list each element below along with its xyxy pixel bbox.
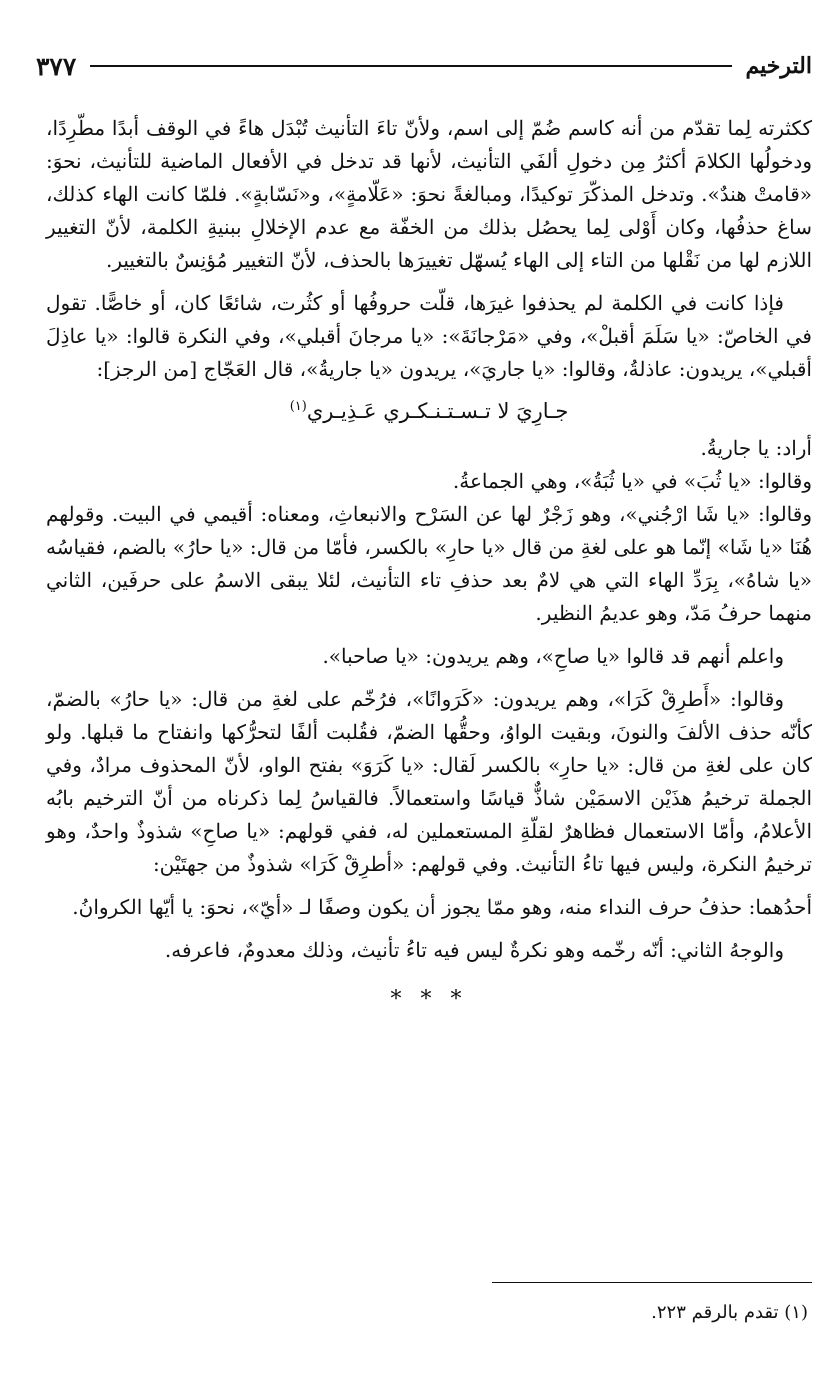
paragraph-6: واعلم أنهم قد قالوا «يا صاحِ»، وهم يريدون: «يا صاحبا».	[322, 644, 784, 668]
running-header	[36, 46, 812, 86]
paragraph-3: أراد: يا جاريةُ.	[700, 436, 812, 460]
verse-line	[46, 390, 812, 428]
paragraph-4: وقالوا: «يا ثُبَ» في «يا ثُبَةُ»، وهي الجماعةُ.	[452, 469, 812, 493]
paragraph-5: وقالوا: «يا شَا ارْجُني»، وهو زَجْرٌ لها عن السَرْح والانبعاثِ، ومعناه: أقيمي في البيت. وقولهم هُنَا «يا شَا» إنّما هو على لغةِ من قال «يا حارِ» بالكسر، فأمّا من قال: «يا حارُ» بالضم، فقياسُه «يا شاهُ»، بِرَدِّ الهاء التي هي لامٌ بعد حذفِ تاء التأنيث، لئلا يبقى الاسمُ على حرفَين، الثاني منهما حرفُ مَدّ، وهو عديمُ النظير.	[46, 502, 812, 625]
paragraph-8: أحدُهما: حذفُ حرف النداء منه، وهو ممّا يجوز أن يكون وصفًا لـ «أيّ»، نحوَ: يا أيّها الكروانُ.	[72, 895, 812, 919]
footnote-marker: (١)	[289, 399, 307, 414]
paragraph-9: والوجهُ الثاني: أنّه رخّمه وهو نكرةٌ ليس فيه تاءُ تأنيث، وذلك معدومٌ، فاعرفه.	[164, 938, 784, 962]
paragraph-1: ككثرته لِما تقدّم من أنه كاسم ضُمّ إلى اسم، ولأنّ تاءَ التأنيث تُبْدَل هاءً في الوقف أبدًا مطّرِدًا، ودخولُها الكلامَ أكثرُ مِن دخولِ ألفَي التأنيث، لأنها قد تدخل في الأفعال الماضية للتأنيث، نحوَ: «قامتْ هندٌ». وتدخل المذكّرَ توكيدًا، ومبالغةً نحوَ: «عَلّامةٍ»، و«نَسّابةٍ». فلمّا كانت الهاء كذلك، ساغ حذفُها، وكان أَوْلى لِما يحصُل بذلك من الخفّة مع عدم الإخلالِ ببنيةِ الكلمة، لأنّ التغيير اللازم لها من نَقْلها من التاء إلى الهاء يُسهّل تغييرَها بالحذف، لأنّ التغيير مُؤنِسٌ بالتغيير.	[46, 116, 812, 272]
page-body	[46, 112, 812, 1016]
verse-text: جـارِيَ لا تـسـتـنـكـري عَـذِيـري	[306, 399, 569, 423]
page-number: ٣٧٧	[36, 51, 77, 81]
footnote: (١) تقدم بالرقم ٢٢٣.	[651, 1302, 808, 1323]
paragraph-7: وقالوا: «أَطرِقْ كَرَا»، وهم يريدون: «كَرَوانًا»، فرُخّم على لغةِ من قال: «يا حارُ» بالضمّ، كأنّه حذف الألفَ والنونَ، وبقيت الواوُ، وحقُّها الضمّ، فقُلبت ألفًا لتحرُّكها وانفتاح ما قبلها. ولو كان على لغةِ من قال: «يا حارِ» بالكسر لَقال: «يا كَرَوَ» بفتح الواو، لأنّ المحذوف مرادٌ، وفي الجملة ترخيمُ هذَيْن الاسمَيْن شاذٌّ قياسًا واستعمالاً. فالقياسُ لِما ذكرناه من أنّ الترخيم بابُه الأعلامُ، وأمّا الاستعمال فظاهرٌ لقلّةِ المستعملين له، ففي قولهم: «يا صاحِ» شذوذٌ واحدٌ، وهو ترخيمُ النكرة، وليس فيها تاءُ التأنيث. وفي قولهم: «أطرِقْ كَرَا» شذوذٌ من جهتَيْن:	[46, 687, 812, 876]
paragraph-2: فإذا كانت في الكلمة لم يحذفوا غيرَها، قلّت حروفُها أو كثُرت، شائعًا كان، أو خاصًّا. تقول في الخاصّ: «يا سَلَمَ أقبلْ»، وفي «مَرْجانَةَ»: «يا مرجانَ أقبلي»، وفي النكرة قالوا: «يا عاذِلَ أقبلي»، يريدون: عاذلةُ، وقالوا: «يا جاريَ»، يريدون «يا جاريةُ»، قال العَجّاج [من الرجز]:	[46, 291, 812, 381]
header-rule	[90, 65, 731, 67]
footnote-rule	[492, 1282, 812, 1283]
section-separator: * * *	[390, 987, 468, 1012]
chapter-title: الترخيم	[745, 53, 812, 79]
